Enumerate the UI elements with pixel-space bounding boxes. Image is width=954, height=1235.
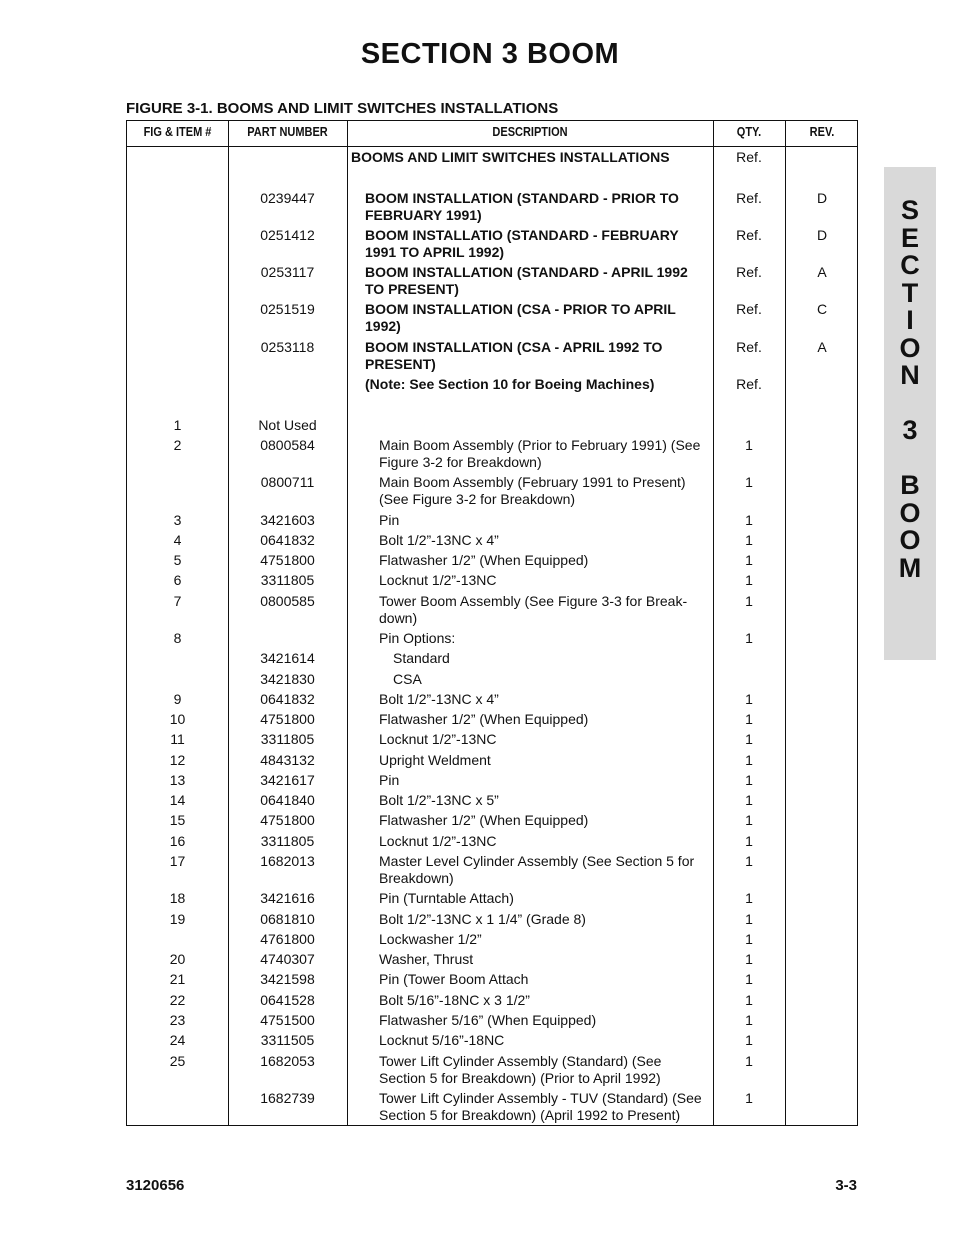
description-cell: Pin: [379, 772, 400, 788]
side-tab-letter: T: [901, 277, 919, 308]
description-cell: BOOM INSTALLATION (CSA - APRIL 1992 TO PRESENT): [365, 339, 663, 372]
description-cell: Flatwasher 1/2” (When Equipped): [379, 812, 589, 828]
side-tab-letter: O: [899, 525, 921, 555]
qty-cell: 1: [745, 474, 753, 490]
qty-cell: 1: [745, 1012, 753, 1028]
qty-cell: 1: [745, 1053, 753, 1069]
part-number-cell: 0253117: [260, 264, 315, 280]
part-number-cell: 3421603: [260, 512, 315, 528]
description-cell: BOOMS AND LIMIT SWITCHES INSTALLATIONS: [351, 149, 670, 165]
fig-item-cell: 9: [173, 691, 182, 707]
fig-item-cell: 6: [173, 572, 182, 588]
section-side-tab: [884, 167, 936, 660]
fig-item-cell: 20: [169, 951, 186, 967]
fig-item-cell: 13: [169, 772, 186, 788]
qty-cell: 1: [745, 532, 753, 548]
side-tab-letter: O: [899, 332, 921, 363]
description-cell: BOOM INSTALLATION (STANDARD - APRIL 1992 TO PRESENT): [365, 264, 688, 297]
description-cell: Pin Options:: [379, 630, 456, 646]
header-description: DESCRIPTION: [492, 125, 568, 139]
part-number-cell: 0641840: [260, 792, 315, 808]
fig-item-cell: 22: [169, 992, 186, 1008]
rev-cell: C: [816, 301, 828, 317]
description-cell: Main Boom Assembly (February 1991 to Present) (See Figure 3-2 for Breakdown): [379, 474, 686, 507]
part-number-cell: 0251519: [260, 301, 315, 317]
header-part-number: PART NUMBER: [247, 125, 328, 139]
fig-item-cell: 15: [169, 812, 186, 828]
description-cell: Upright Weldment: [379, 752, 491, 768]
part-number-cell: 3421598: [260, 971, 315, 987]
part-number-cell: 4740307: [260, 951, 315, 967]
description-cell: BOOM INSTALLATIO (STANDARD - FEBRUARY 1991 TO APRIL 1992): [365, 227, 679, 260]
qty-cell: 1: [745, 992, 753, 1008]
fig-item-cell: 11: [170, 731, 185, 747]
part-number-cell: 3311805: [260, 731, 315, 747]
qty-cell: 1: [745, 752, 753, 768]
fig-item-cell: 1: [173, 417, 182, 433]
fig-item-cell: 23: [169, 1012, 186, 1028]
qty-cell: Ref.: [736, 301, 762, 317]
qty-cell: Ref.: [736, 376, 762, 392]
description-cell: Main Boom Assembly (Prior to February 1991) (See Figure 3-2 for Breakdown): [379, 437, 701, 470]
side-tab-letter: [884, 390, 936, 418]
description-cell: Locknut 1/2”-13NC: [379, 572, 497, 588]
qty-cell: 1: [745, 911, 753, 927]
side-tab-letter: B: [900, 470, 920, 500]
part-number-cell: 4761800: [260, 931, 315, 947]
fig-item-cell: 12: [169, 752, 186, 768]
part-number-cell: 4843132: [260, 752, 315, 768]
part-number-cell: 1682053: [260, 1053, 315, 1069]
side-tab-letter: M: [898, 552, 922, 583]
fig-item-cell: 16: [169, 833, 186, 849]
qty-cell: Ref.: [736, 149, 762, 165]
qty-cell: 1: [745, 1090, 753, 1106]
side-tab-letter: E: [900, 222, 919, 253]
header-fig-item: FIG & ITEM #: [143, 125, 212, 139]
part-number-cell: 0251412: [260, 227, 315, 243]
description-cell: CSA: [393, 671, 422, 687]
rev-cell: D: [816, 190, 828, 206]
part-number-cell: 3421617: [260, 772, 315, 788]
qty-cell: 1: [745, 931, 753, 947]
side-tab-letter: S: [900, 195, 919, 225]
qty-cell: 1: [745, 731, 753, 747]
description-cell: Bolt 5/16”-18NC x 3 1/2”: [379, 992, 530, 1008]
parts-table: [126, 120, 858, 1126]
part-number-cell: 0641528: [260, 992, 315, 1008]
qty-cell: 1: [745, 512, 753, 528]
qty-cell: 1: [745, 971, 753, 987]
qty-cell: 1: [745, 812, 753, 828]
qty-cell: 1: [745, 951, 753, 967]
description-cell: BOOM INSTALLATION (CSA - PRIOR TO APRIL 1992): [365, 301, 676, 334]
fig-item-cell: 7: [173, 593, 182, 609]
qty-cell: 1: [745, 593, 753, 609]
header-qty: QTY.: [736, 125, 762, 139]
description-cell: (Note: See Section 10 for Boeing Machines): [365, 376, 655, 392]
rev-cell: D: [816, 227, 828, 243]
qty-cell: 1: [745, 772, 753, 788]
description-cell: Tower Lift Cylinder Assembly - TUV (Standard) (See Section 5 for Breakdown) (April 1992 to Present): [379, 1090, 702, 1123]
qty-cell: 1: [745, 1032, 753, 1048]
document-number: 3120656: [126, 1177, 185, 1194]
qty-cell: 1: [745, 853, 753, 869]
description-cell: Bolt 1/2”-13NC x 1 1/4” (Grade 8): [379, 911, 586, 927]
side-tab-letters: [884, 197, 936, 582]
side-tab-letter: O: [899, 497, 921, 528]
qty-cell: Ref.: [736, 264, 762, 280]
part-number-cell: 3311505: [260, 1032, 315, 1048]
qty-cell: Ref.: [736, 227, 762, 243]
side-tab-letter: [884, 445, 936, 473]
qty-cell: 1: [745, 437, 753, 453]
header-divider: [127, 146, 857, 147]
part-number-cell: Not Used: [258, 417, 317, 433]
description-cell: Standard: [393, 650, 450, 666]
rev-cell: A: [817, 339, 827, 355]
part-number-cell: 3421614: [260, 650, 315, 666]
part-number-cell: 3421616: [260, 890, 315, 906]
fig-item-cell: 19: [169, 911, 186, 927]
description-cell: Master Level Cylinder Assembly (See Section 5 for Breakdown): [379, 853, 695, 886]
description-cell: Bolt 1/2”-13NC x 4”: [379, 532, 499, 548]
description-cell: Bolt 1/2”-13NC x 4”: [379, 691, 499, 707]
page-title: SECTION 3 BOOM: [360, 38, 620, 70]
qty-cell: 1: [745, 552, 753, 568]
part-number-cell: 4751800: [260, 552, 315, 568]
qty-cell: 1: [745, 711, 753, 727]
description-cell: Flatwasher 1/2” (When Equipped): [379, 552, 589, 568]
qty-cell: 1: [745, 890, 753, 906]
part-number-cell: 3421830: [260, 671, 315, 687]
part-number-cell: 0641832: [260, 691, 315, 707]
fig-item-cell: 5: [173, 552, 182, 568]
description-cell: Tower Boom Assembly (See Figure 3-3 for Break-down): [379, 593, 688, 626]
fig-item-cell: 4: [173, 532, 182, 548]
part-number-cell: 4751800: [260, 812, 315, 828]
part-number-cell: 0641832: [260, 532, 315, 548]
fig-item-cell: 24: [169, 1032, 186, 1048]
description-cell: Pin (Tower Boom Attach: [379, 971, 529, 987]
part-number-cell: 0800585: [260, 593, 315, 609]
part-number-cell: 0239447: [260, 190, 315, 206]
part-number-cell: 4751500: [260, 1012, 315, 1028]
qty-cell: 1: [745, 630, 753, 646]
fig-item-cell: 2: [173, 437, 182, 453]
part-number-cell: 3311805: [260, 833, 315, 849]
description-cell: Locknut 1/2”-13NC: [379, 833, 497, 849]
fig-item-cell: 21: [169, 971, 186, 987]
description-cell: Pin: [379, 512, 400, 528]
fig-item-cell: 8: [173, 630, 182, 646]
qty-cell: 1: [745, 833, 753, 849]
fig-item-cell: 10: [169, 711, 186, 727]
side-tab-letter: N: [900, 360, 920, 390]
page-number: 3-3: [835, 1177, 857, 1194]
description-cell: Flatwasher 1/2” (When Equipped): [379, 711, 589, 727]
part-number-cell: 0800584: [260, 437, 315, 453]
rev-cell: A: [817, 264, 827, 280]
fig-item-cell: 14: [169, 792, 186, 808]
part-number-cell: 1682739: [260, 1090, 315, 1106]
fig-item-cell: 17: [169, 853, 186, 869]
description-cell: Pin (Turntable Attach): [379, 890, 514, 906]
description-cell: Lockwasher 1/2”: [379, 931, 482, 947]
qty-cell: 1: [745, 691, 753, 707]
side-tab-letter: C: [900, 250, 920, 280]
part-number-cell: 4751800: [260, 711, 315, 727]
description-cell: Locknut 5/16”-18NC: [379, 1032, 505, 1048]
part-number-cell: 0681810: [260, 911, 315, 927]
fig-item-cell: 3: [173, 512, 182, 528]
qty-cell: 1: [745, 572, 753, 588]
part-number-cell: 0253118: [260, 339, 315, 355]
description-cell: BOOM INSTALLATION (STANDARD - PRIOR TO FEBRUARY 1991): [365, 190, 679, 223]
side-tab-letter: I: [906, 305, 914, 335]
description-cell: Washer, Thrust: [379, 951, 474, 967]
part-number-cell: 0800711: [260, 474, 315, 490]
part-number-cell: 3311805: [260, 572, 315, 588]
qty-cell: Ref.: [736, 339, 762, 355]
description-cell: Flatwasher 5/16” (When Equipped): [379, 1012, 597, 1028]
description-cell: Locknut 1/2”-13NC: [379, 731, 497, 747]
qty-cell: 1: [745, 792, 753, 808]
column-divider: [347, 121, 348, 1125]
qty-cell: Ref.: [736, 190, 762, 206]
description-cell: Tower Lift Cylinder Assembly (Standard) (See Section 5 for Breakdown) (Prior to April 1992): [379, 1053, 662, 1086]
fig-item-cell: 25: [169, 1053, 186, 1069]
side-tab-letter: 3: [902, 415, 918, 445]
part-number-cell: 1682013: [260, 853, 315, 869]
figure-title: FIGURE 3-1. BOOMS AND LIMIT SWITCHES INSTALLATIONS: [126, 100, 559, 117]
description-cell: Bolt 1/2”-13NC x 5”: [379, 792, 499, 808]
header-rev: REV.: [809, 125, 835, 139]
fig-item-cell: 18: [169, 890, 186, 906]
